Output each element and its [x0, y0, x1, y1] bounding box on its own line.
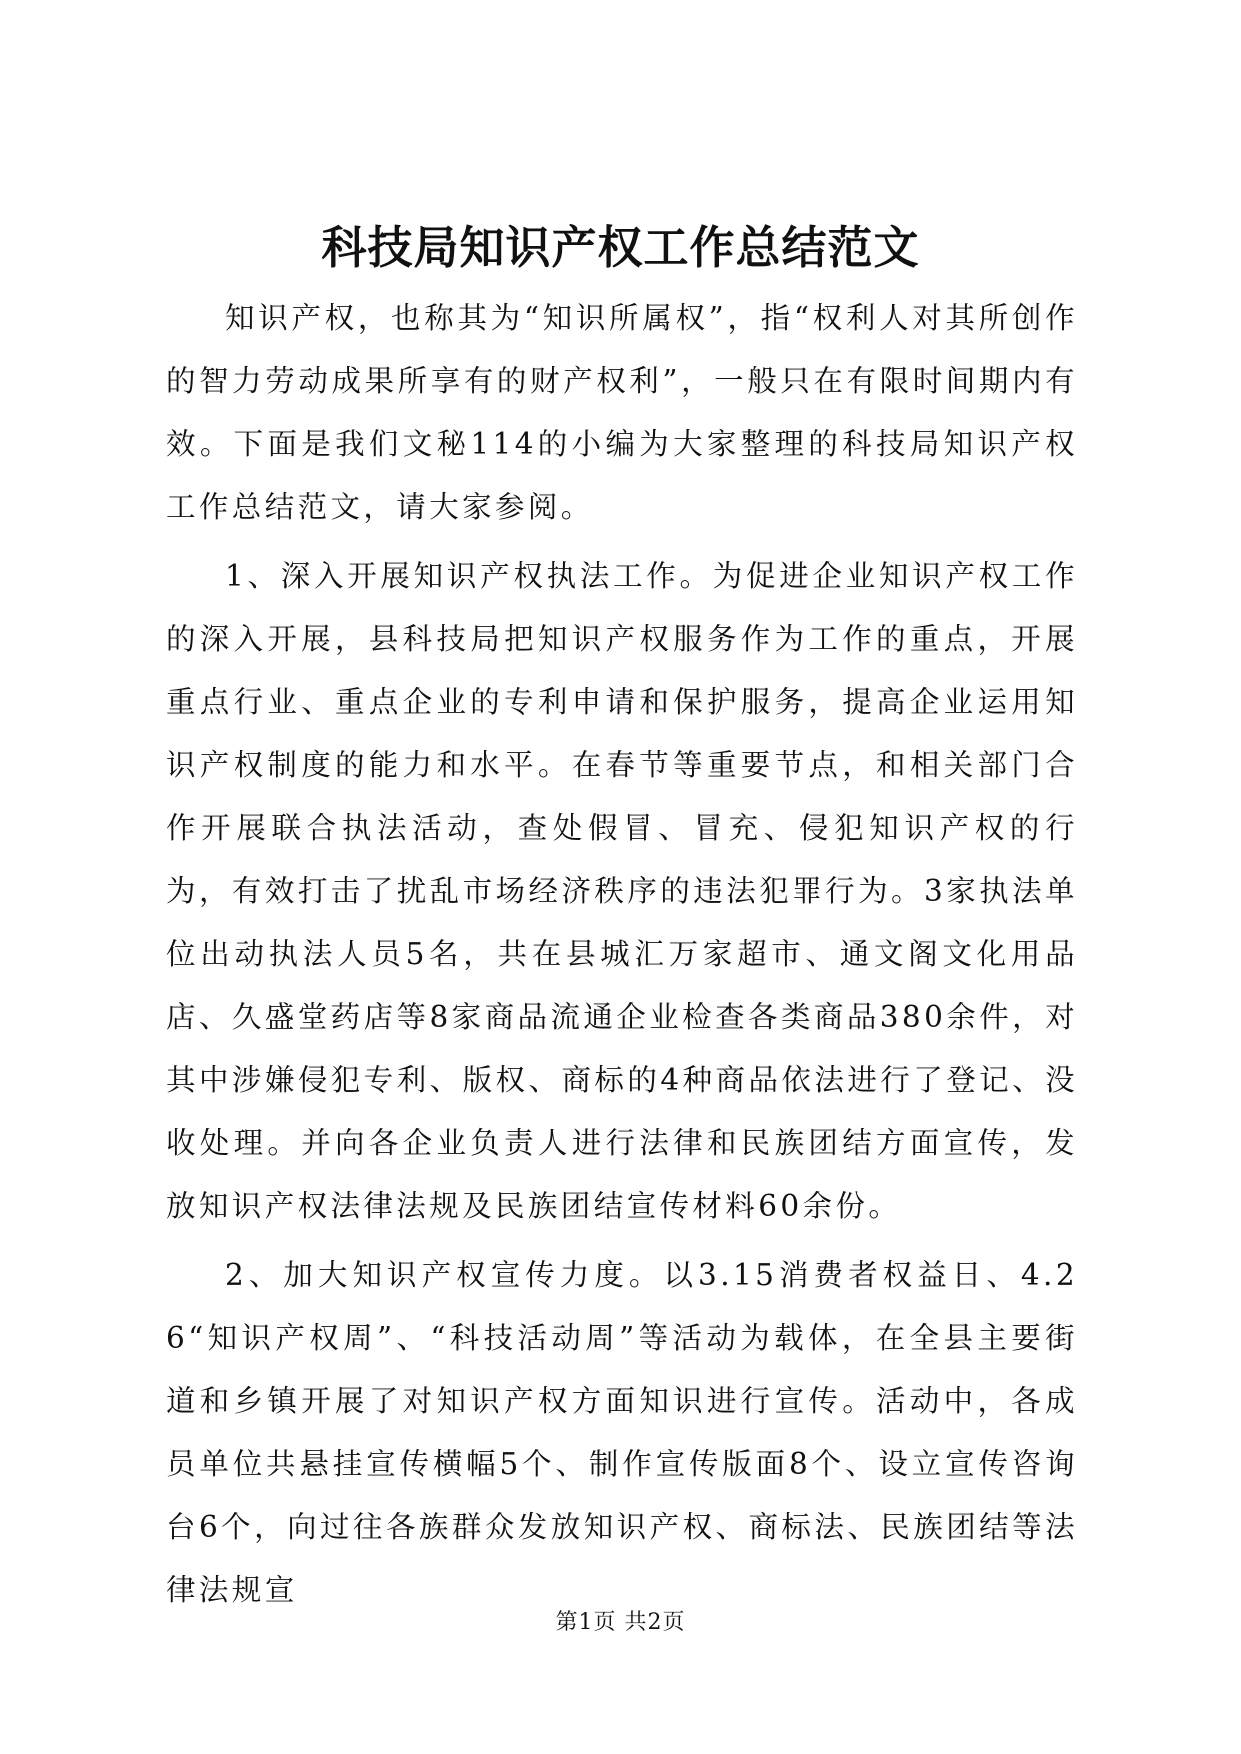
paragraph-intro: 知识产权，也称其为“知识所属权”，指“权利人对其所创作的智力劳动成果所享有的财产权利”，一般只在有限时间期内有效。下面是我们文秘114的小编为大家整理的科技局知识产权工作总结范文，请大家参阅。	[166, 301, 1078, 524]
paragraph-enforcement: 1、深入开展知识产权执法工作。为促进企业知识产权工作的深入开展，县科技局把知识产权服务作为工作的重点，开展重点行业、重点企业的专利申请和保护服务，提高企业运用知识产权制度的能力和水平。在春节等重要节点，和相关部门合作开展联合执法活动，查处假冒、冒充、侵犯知识产权的行为，有效打击了扰乱市场经济秩序的违法犯罪行为。3家执法单位出动执法人员5名，共在县城汇万家超市、通文阁文化用品店、久盛堂药店等8家商品流通企业检查各类商品380余件，对其中涉嫌侵犯专利、版权、商标的4种商品依法进行了登记、没收处理。并向各企业负责人进行法律和民族团结方面宣传，发放知识产权法律法规及民族团结宣传材料60余份。	[166, 559, 1078, 1223]
page-footer: 第1页 共2页	[555, 1610, 686, 1635]
paragraph-publicity: 2、加大知识产权宣传力度。以3.15消费者权益日、4.26“知识产权周”、“科技活动周”等活动为载体，在全县主要街道和乡镇开展了对知识产权方面知识进行宣传。活动中，各成员单位共悬挂宣传横幅5个、制作宣传版面8个、设立宣传咨询台6个，向过往各族群众发放知识产权、商标法、民族团结等法律法规宣	[166, 1258, 1078, 1607]
document-body	[166, 287, 1078, 1628]
document-title: 科技局知识产权工作总结范文	[321, 221, 920, 274]
